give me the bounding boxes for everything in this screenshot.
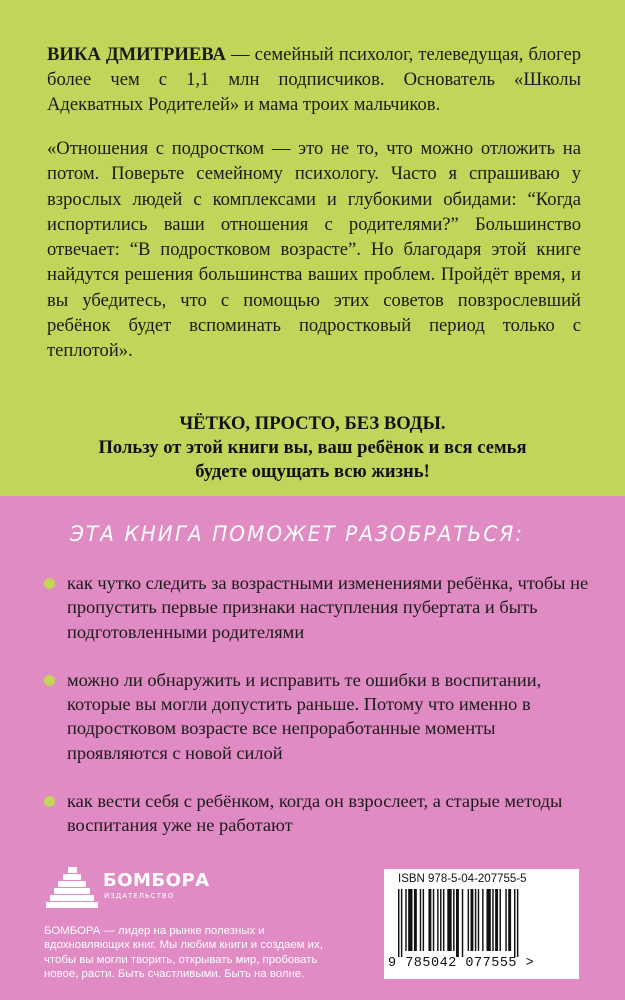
publisher-note: БОМБОРА — лидер на рынке полезных и вдохновляющих книг. Мы любим книги и создаем их, чтобы вы могли творить, открывать мир, пробовать новое, расти. Быть счастливыми. Быть на волне. xyxy=(44,925,323,980)
barcode-number: 9 785042 077555 > xyxy=(388,956,535,971)
slogan-line-1: ЧЁТКО, ПРОСТО, БЕЗ ВОДЫ. xyxy=(179,413,446,434)
slogan-line-3: будете ощущать всю жизнь! xyxy=(195,461,430,482)
barcode-box xyxy=(384,869,579,979)
benefits-list xyxy=(44,571,589,862)
isbn-label: ISBN 978-5-04-207755-5 xyxy=(398,873,527,885)
benefit-text: как вести себя с ребёнком, когда он взрослеет, а старые методы воспитания уже не работают xyxy=(67,791,563,836)
barcode-icon xyxy=(398,889,566,957)
author-name: ВИКА ДМИТРИЕВА xyxy=(47,44,226,65)
list-item xyxy=(44,789,589,838)
benefit-text: можно ли обнаружить и исправить те ошибки в воспитании, которые вы могли допустить раньше. Потому что именно в подростковом возрасте все непроработанные моменты проявляются с новой силой xyxy=(67,669,542,763)
benefits-heading: ЭТА КНИГА ПОМОЖЕТ РАЗОБРАТЬСЯ: xyxy=(70,522,525,546)
bullet-dot-icon xyxy=(44,578,55,589)
bullet-dot-icon xyxy=(44,675,55,686)
author-bio xyxy=(47,42,581,117)
publisher-logo-name: БОМБОРА xyxy=(103,870,210,891)
list-item xyxy=(44,668,589,765)
bullet-dot-icon xyxy=(44,796,55,807)
benefit-text: как чутко следить за возрастными изменениями ребёнка, чтобы не пропустить первые признаки наступления пубертата и быть подготовленными родителями xyxy=(67,573,589,642)
author-bio-text: — семейный психолог, телеведущая, блогер более чем с 1,1 млн подписчиков. Основатель «Школы Адекватных Родителей» и мама троих мальчиков. xyxy=(47,44,581,115)
slogan-line-2: Пользу от этой книги вы, ваш ребёнок и вся семья xyxy=(98,437,527,458)
list-item xyxy=(44,571,589,644)
publisher-logo-sub: ИЗДАТЕЛЬСТВО xyxy=(104,892,175,900)
top-section xyxy=(0,0,625,496)
author-quote: «Отношения с подростком — это не то, что можно отложить на потом. Поверьте семейному психологу. Часто я спрашиваю у взрослых людей с комплексами и глубокими обидами: “Когда испортились ваши отношения с родителями?” Большинство отвечает: “В подростковом возрасте”. Но благодаря этой книге найдутся решения большинства ваших проблем. Пройдёт время, и вы убедитесь, что с помощью этих советов повзрослевший ребёнок будет вспоминать подростковый период только с теплотой». xyxy=(47,138,581,362)
slogan xyxy=(40,412,585,484)
